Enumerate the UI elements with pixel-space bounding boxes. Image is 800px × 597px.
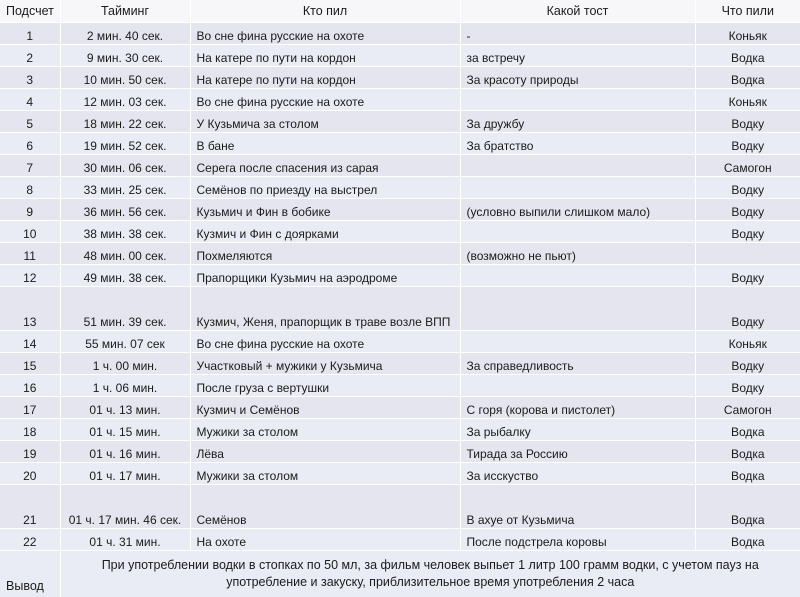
table-row[interactable] (0, 23, 800, 45)
table-row[interactable] (0, 89, 800, 111)
cell-count[interactable]: 14 (0, 331, 60, 353)
cell-time[interactable]: 10 мин. 50 сек. (60, 67, 190, 89)
cell-count[interactable]: 18 (0, 419, 60, 441)
cell-count[interactable]: 5 (0, 111, 60, 133)
cell-count[interactable]: 13 (0, 287, 60, 331)
cell-count[interactable]: 20 (0, 463, 60, 485)
cell-what[interactable]: Водку (695, 375, 800, 397)
cell-who[interactable]: Участковый + мужики у Кузьмича (190, 353, 460, 375)
cell-time[interactable]: 01 ч. 31 мин. (60, 529, 190, 551)
table-row[interactable] (0, 45, 800, 67)
table-row[interactable] (0, 441, 800, 463)
cell-what[interactable]: Водку (695, 287, 800, 331)
table-body (0, 23, 800, 551)
cell-time[interactable]: 33 мин. 25 сек. (60, 177, 190, 199)
cell-who[interactable]: На катере по пути на кордон (190, 67, 460, 89)
table-row[interactable] (0, 111, 800, 133)
cell-time[interactable]: 30 мин. 06 сек. (60, 155, 190, 177)
cell-count[interactable]: 15 (0, 353, 60, 375)
table-row[interactable] (0, 133, 800, 155)
cell-count[interactable]: 17 (0, 397, 60, 419)
cell-toast[interactable] (460, 331, 695, 353)
cell-what[interactable]: Водка (695, 419, 800, 441)
cell-what[interactable]: Водку (695, 353, 800, 375)
cell-count[interactable]: 10 (0, 221, 60, 243)
cell-count[interactable]: 6 (0, 133, 60, 155)
cell-toast[interactable] (460, 375, 695, 397)
cell-what[interactable]: Водку (695, 221, 800, 243)
cell-what[interactable]: Водка (695, 463, 800, 485)
column-header-who[interactable]: Кто пил (190, 0, 460, 23)
cell-who[interactable]: Похмеляются (190, 243, 460, 265)
cell-toast[interactable]: После подстрела коровы (460, 529, 695, 551)
cell-toast[interactable]: С горя (корова и пистолет) (460, 397, 695, 419)
header-row (0, 0, 800, 23)
cell-time[interactable]: 01 ч. 17 мин. 46 сек. (60, 485, 190, 529)
cell-what[interactable]: Водка (695, 67, 800, 89)
cell-who[interactable]: Семёнов по приезду на выстрел (190, 177, 460, 199)
cell-time[interactable]: 9 мин. 30 сек. (60, 45, 190, 67)
table-row[interactable] (0, 177, 800, 199)
cell-who[interactable]: Во сне фина русские на охоте (190, 23, 460, 45)
cell-what[interactable]: Водку (695, 111, 800, 133)
table-row[interactable] (0, 287, 800, 331)
cell-time[interactable]: 51 мин. 39 сек. (60, 287, 190, 331)
cell-time[interactable]: 18 мин. 22 сек. (60, 111, 190, 133)
cell-toast[interactable] (460, 221, 695, 243)
cell-toast[interactable] (460, 287, 695, 331)
cell-count[interactable]: 19 (0, 441, 60, 463)
cell-time[interactable]: 49 мин. 38 сек. (60, 265, 190, 287)
cell-toast[interactable]: (возможно не пьют) (460, 243, 695, 265)
cell-time[interactable]: 38 мин. 38 сек. (60, 221, 190, 243)
cell-toast[interactable]: за встречу (460, 45, 695, 67)
table-row[interactable] (0, 419, 800, 441)
cell-count[interactable]: 11 (0, 243, 60, 265)
cell-count[interactable]: 8 (0, 177, 60, 199)
cell-toast[interactable]: Тирада за Россию (460, 441, 695, 463)
footer-summary-text: При употреблении водки в стопках по 50 мл, за фильм человек выпьет 1 литр 100 грамм водки, с учетом пауз на употребление и закуску, приблизительное время употребления 2 часа (60, 551, 800, 597)
table-row[interactable] (0, 243, 800, 265)
table-row[interactable] (0, 265, 800, 287)
cell-who[interactable]: Мужики за столом (190, 419, 460, 441)
table-row[interactable] (0, 155, 800, 177)
cell-what[interactable]: Водка (695, 529, 800, 551)
cell-time[interactable]: 1 ч. 06 мин. (60, 375, 190, 397)
cell-who[interactable]: Лёва (190, 441, 460, 463)
cell-who[interactable]: Во сне фина русские на охоте (190, 331, 460, 353)
cell-time[interactable]: 01 ч. 16 мин. (60, 441, 190, 463)
cell-time[interactable]: 12 мин. 03 сек. (60, 89, 190, 111)
cell-toast[interactable]: За дружбу (460, 111, 695, 133)
table-row[interactable] (0, 485, 800, 529)
column-header-time[interactable]: Тайминг (60, 0, 190, 23)
cell-who[interactable]: Кузмич и Семёнов (190, 397, 460, 419)
cell-count[interactable]: 1 (0, 23, 60, 45)
cell-what[interactable]: Водка (695, 441, 800, 463)
cell-who[interactable]: Семёнов (190, 485, 460, 529)
cell-count[interactable]: 12 (0, 265, 60, 287)
cell-toast[interactable]: За братство (460, 133, 695, 155)
cell-what[interactable]: Водка (695, 45, 800, 67)
table-row[interactable] (0, 331, 800, 353)
cell-what[interactable]: Водку (695, 177, 800, 199)
cell-toast[interactable]: (условно выпили слишком мало) (460, 199, 695, 221)
footer-label: Вывод (0, 551, 60, 597)
cell-time[interactable]: 01 ч. 13 мин. (60, 397, 190, 419)
cell-time[interactable]: 19 мин. 52 сек. (60, 133, 190, 155)
cell-toast[interactable]: За исскуство (460, 463, 695, 485)
cell-what[interactable]: Коньяк (695, 23, 800, 45)
cell-toast[interactable] (460, 155, 695, 177)
cell-who[interactable]: На катере по пути на кордон (190, 45, 460, 67)
cell-who[interactable]: На охоте (190, 529, 460, 551)
cell-time[interactable]: 36 мин. 56 сек. (60, 199, 190, 221)
cell-toast[interactable]: - (460, 23, 695, 45)
column-header-count[interactable]: Подсчет (0, 0, 60, 23)
cell-count[interactable]: 22 (0, 529, 60, 551)
cell-who[interactable]: В бане (190, 133, 460, 155)
cell-who[interactable]: Кузмич, Женя, прапорщик в траве возле ВПП (190, 287, 460, 331)
table-row[interactable] (0, 397, 800, 419)
cell-toast[interactable] (460, 177, 695, 199)
table-row[interactable] (0, 199, 800, 221)
table-row[interactable] (0, 529, 800, 551)
column-header-what[interactable]: Что пили (695, 0, 800, 23)
cell-what[interactable]: Коньяк (695, 89, 800, 111)
cell-who[interactable]: Мужики за столом (190, 463, 460, 485)
cell-who[interactable]: У Кузьмича за столом (190, 111, 460, 133)
cell-who[interactable]: Кузьмич и Фин в бобике (190, 199, 460, 221)
cell-time[interactable]: 01 ч. 17 мин. (60, 463, 190, 485)
cell-count[interactable]: 2 (0, 45, 60, 67)
cell-what[interactable]: Самогон (695, 397, 800, 419)
cell-count[interactable]: 9 (0, 199, 60, 221)
table-row[interactable] (0, 221, 800, 243)
cell-what[interactable]: Самогон (695, 155, 800, 177)
table-footer (0, 551, 800, 597)
cell-what[interactable]: Коньяк (695, 331, 800, 353)
cell-what[interactable]: Водку (695, 133, 800, 155)
column-header-toast[interactable]: Какой тост (460, 0, 695, 23)
cell-what[interactable]: Водка (695, 485, 800, 529)
table-row[interactable] (0, 353, 800, 375)
cell-toast[interactable]: За красоту природы (460, 67, 695, 89)
cell-who[interactable]: Кузмич и Фин с доярками (190, 221, 460, 243)
cell-who[interactable]: Серега после спасения из сарая (190, 155, 460, 177)
cell-count[interactable]: 4 (0, 89, 60, 111)
cell-what[interactable]: Водку (695, 199, 800, 221)
cell-toast[interactable] (460, 89, 695, 111)
cell-toast[interactable] (460, 265, 695, 287)
cell-who[interactable]: После груза с вертушки (190, 375, 460, 397)
cell-count[interactable]: 3 (0, 67, 60, 89)
cell-time[interactable]: 48 мин. 00 сек. (60, 243, 190, 265)
cell-who[interactable]: Во сне фина русские на охоте (190, 89, 460, 111)
cell-what[interactable] (695, 243, 800, 265)
cell-toast[interactable]: За рыбалку (460, 419, 695, 441)
table-row[interactable] (0, 375, 800, 397)
table-row[interactable] (0, 463, 800, 485)
cell-time[interactable]: 2 мин. 40 сек. (60, 23, 190, 45)
cell-count[interactable]: 21 (0, 485, 60, 529)
cell-count[interactable]: 16 (0, 375, 60, 397)
cell-time[interactable]: 1 ч. 00 мин. (60, 353, 190, 375)
footer-row (0, 551, 800, 597)
cell-toast[interactable]: За справедливость (460, 353, 695, 375)
table-row[interactable] (0, 67, 800, 89)
cell-time[interactable]: 55 мин. 07 сек (60, 331, 190, 353)
table-header (0, 0, 800, 23)
cell-toast[interactable]: В ахуе от Кузьмича (460, 485, 695, 529)
cell-who[interactable]: Прапорщики Кузьмич на аэродроме (190, 265, 460, 287)
cell-what[interactable]: Водку (695, 265, 800, 287)
cell-time[interactable]: 01 ч. 15 мин. (60, 419, 190, 441)
cell-count[interactable]: 7 (0, 155, 60, 177)
